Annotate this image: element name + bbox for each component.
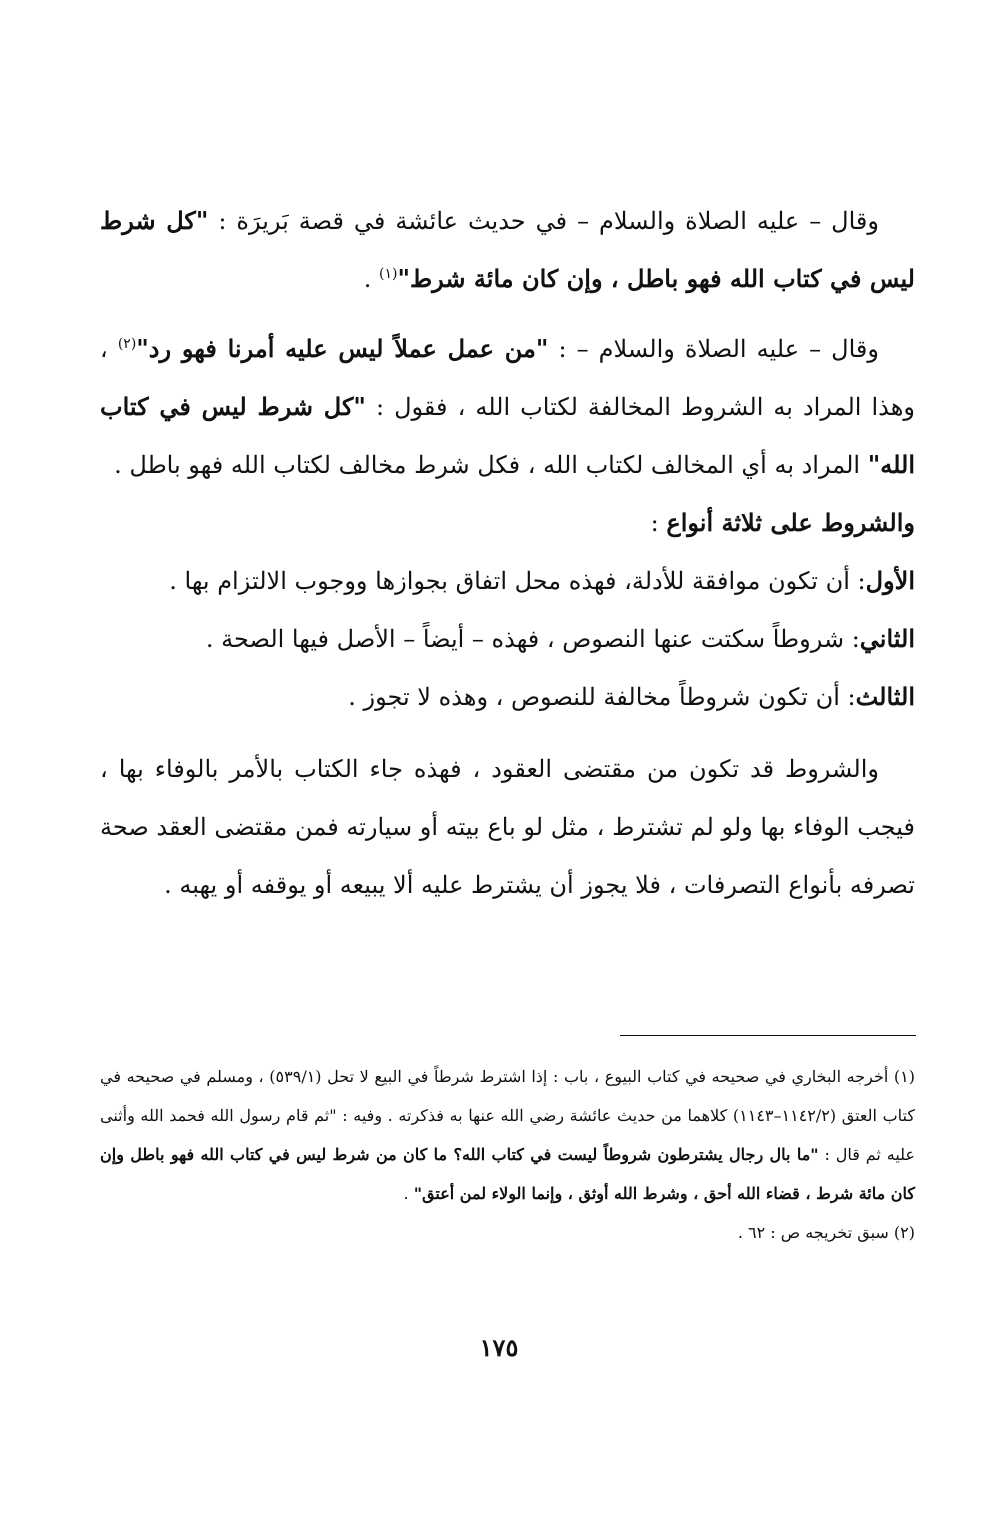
- hadith-quote: "كل شرط ليس في كتاب الله فهو باطل ، وإن كان مائة شرط": [100, 206, 915, 293]
- type-item: [100, 552, 915, 610]
- footnote-separator: [620, 1035, 916, 1036]
- footnote-2: (٢) سبق تخريجه ص : ٦٢ .: [737, 1223, 915, 1242]
- condition-types: [100, 494, 915, 726]
- types-heading-colon: :: [650, 509, 667, 537]
- types-heading-text: والشروط على ثلاثة أنواع: [666, 508, 915, 537]
- footnote-1: [100, 1057, 915, 1213]
- types-heading: [100, 494, 915, 552]
- footnote-text: (١) أخرجه البخاري في صحيحه في كتاب البيوع ، باب : إذا اشترط شرطاً في البيع لا تحل (٥٣٩/١) ، ومسلم في صحيحه في كتاب العتق (١١٤٢/٢–١١٤٣) كلاهما من حديث عائشة رضي الله عنها به فذكرته . وفيه : "ثم قام رسول الله فحمد الله وأثنى عليه ثم قال :: [100, 1067, 916, 1164]
- hadith-quote: "من عمل عملاً ليس عليه أمرنا فهو رد": [136, 334, 549, 363]
- paragraph-contract-conditions: والشروط قد تكون من مقتضى العقود ، فهذه جاء الكتاب بالأمر بالوفاء بها ، فيجب الوفاء بها ولو لم تشترط ، مثل لو باع بيته أو سيارته فمن مقتضى العقد صحة تصرفه بأنواع التصرفات ، فلا يجوز أن يشترط عليه ألا يبيعه أو يوقفه أو يهبه .: [100, 755, 915, 899]
- paragraph-end: .: [363, 265, 380, 293]
- page-number: ١٧٥: [479, 1333, 519, 1362]
- paragraph-text: وقال – عليه الصلاة والسلام – :: [548, 335, 879, 363]
- type-text: : أن تكون شروطاً مخالفة للنصوص ، وهذه لا تجوز .: [348, 683, 856, 711]
- type-item: [100, 668, 915, 726]
- paragraph-hadith-amal: [100, 320, 915, 494]
- footnote-quote: "ما بال رجال يشترطون شروطاً ليست في كتاب الله؟ ما كان من شرط ليس في كتاب الله فهو باطل وإن كان مائة شرط ، قضاء الله أحق ، وشرط الله أوثق ، وإنما الولاء لمن أعتق": [100, 1145, 915, 1203]
- footnote-end: .: [403, 1184, 414, 1203]
- paragraph-text: وقال – عليه الصلاة والسلام – في حديث عائشة في قصة بَريرَة :: [208, 207, 879, 235]
- type-item: [100, 610, 915, 668]
- type-label: الأول: [865, 566, 915, 595]
- paragraph-text: ، وهذا المراد به الشروط المخالفة لكتاب الله ، فقول :: [100, 335, 915, 421]
- type-text: : شروطاً سكتت عنها النصوص ، فهذه – أيضاً – الأصل فيها الصحة .: [205, 625, 860, 653]
- hadith-quote: "كل شرط ليس في كتاب الله": [100, 392, 915, 479]
- footnotes: [100, 1057, 915, 1252]
- paragraph-text: المراد به أي المخالف لكتاب الله ، فكل شرط مخالف لكتاب الله فهو باطل .: [114, 451, 868, 479]
- footnote-ref-1: (١): [379, 266, 398, 282]
- type-text: : أن تكون موافقة للأدلة، فهذه محل اتفاق بجوازها ووجوب الالتزام بها .: [169, 567, 866, 595]
- type-label: الثاني: [859, 624, 915, 653]
- paragraph-hadith-barira: [100, 192, 915, 308]
- type-label: الثالث: [855, 682, 915, 711]
- main-text: [100, 192, 915, 914]
- footnote-ref-2: (٢): [117, 336, 137, 352]
